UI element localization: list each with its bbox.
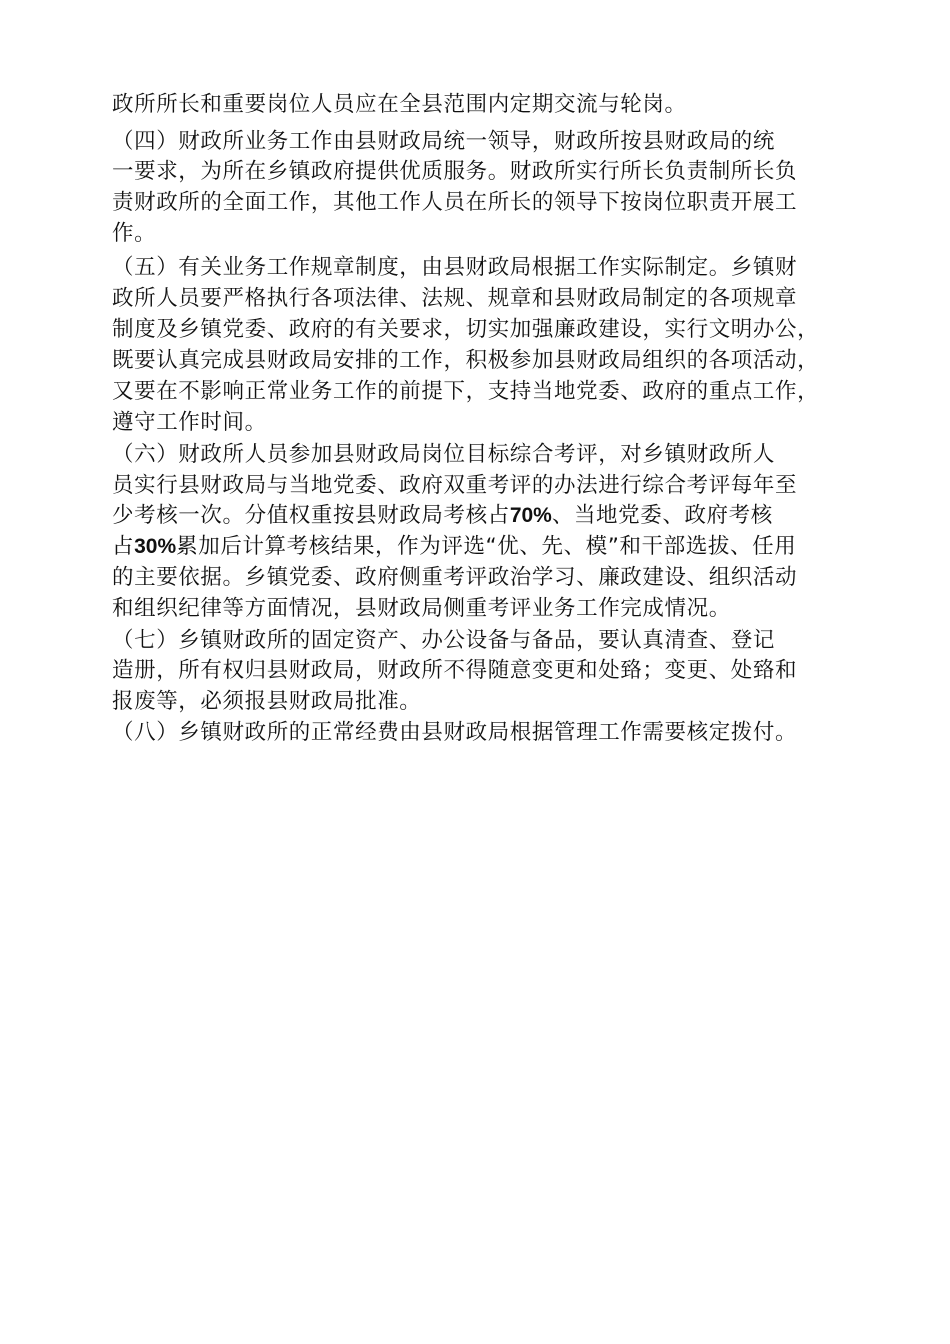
text-line: 作。 (112, 221, 157, 246)
percent-value: 70% (509, 504, 552, 527)
text-line: 员实行县财政局与当地党委、政府双重考评的办法进行综合考评每年至 (112, 473, 798, 498)
text-line: 造册，所有权归县财政局，财政所不得随意变更和处臵；变更、处臵和 (112, 658, 798, 683)
text-segment: 占 (112, 534, 135, 559)
text-line: 制度及乡镇党委、政府的有关要求，切实加强廉政建设，实行文明办公， (112, 317, 820, 342)
text-line: 政所人员要严格执行各项法律、法规、规章和县财政局制定的各项规章 (112, 286, 798, 311)
text-segment: 、当地党委、政府考核 (551, 503, 773, 528)
text-line: 责财政所的全面工作，其他工作人员在所长的领导下按岗位职责开展工 (112, 190, 798, 215)
text-segment: 累加后计算考核结果，作为评选“优、先、模”和干部选拔、任用 (176, 534, 797, 559)
text-line: （六）财政所人员参加县财政局岗位目标综合考评，对乡镇财政所人 (112, 442, 776, 467)
text-line: 政所所长和重要岗位人员应在全县范围内定期交流与轮岗。 (112, 92, 687, 117)
text-line: 一要求，为所在乡镇政府提供优质服务。财政所实行所长负责制所长负 (112, 159, 798, 184)
percent-value: 30% (134, 535, 177, 558)
text-line: （七）乡镇财政所的固定资产、办公设备与备品，要认真清查、登记 (112, 628, 776, 653)
text-line: 既要认真完成县财政局安排的工作，积极参加县财政局组织的各项活动， (112, 348, 820, 373)
text-line: 的主要依据。乡镇党委、政府侧重考评政治学习、廉政建设、组织活动 (112, 565, 798, 590)
text-segment: 少考核一次。分值权重按县财政局考核占 (112, 503, 510, 528)
text-line-with-percent (112, 532, 796, 562)
text-line: 又要在不影响正常业务工作的前提下，支持当地党委、政府的重点工作， (112, 379, 820, 404)
text-line: 和组织纪律等方面情况，县财政局侧重考评业务工作完成情况。 (112, 596, 731, 621)
text-line: （五）有关业务工作规章制度，由县财政局根据工作实际制定。乡镇财 (112, 255, 798, 280)
text-line-with-percent (112, 501, 773, 531)
text-line: 报废等，必须报县财政局批准。 (112, 689, 422, 714)
text-line: （八）乡镇财政所的正常经费由县财政局根据管理工作需要核定拨付。 (112, 720, 798, 745)
text-line: 遵守工作时间。 (112, 410, 267, 435)
text-line: （四）财政所业务工作由县财政局统一领导，财政所按县财政局的统 (112, 129, 776, 154)
